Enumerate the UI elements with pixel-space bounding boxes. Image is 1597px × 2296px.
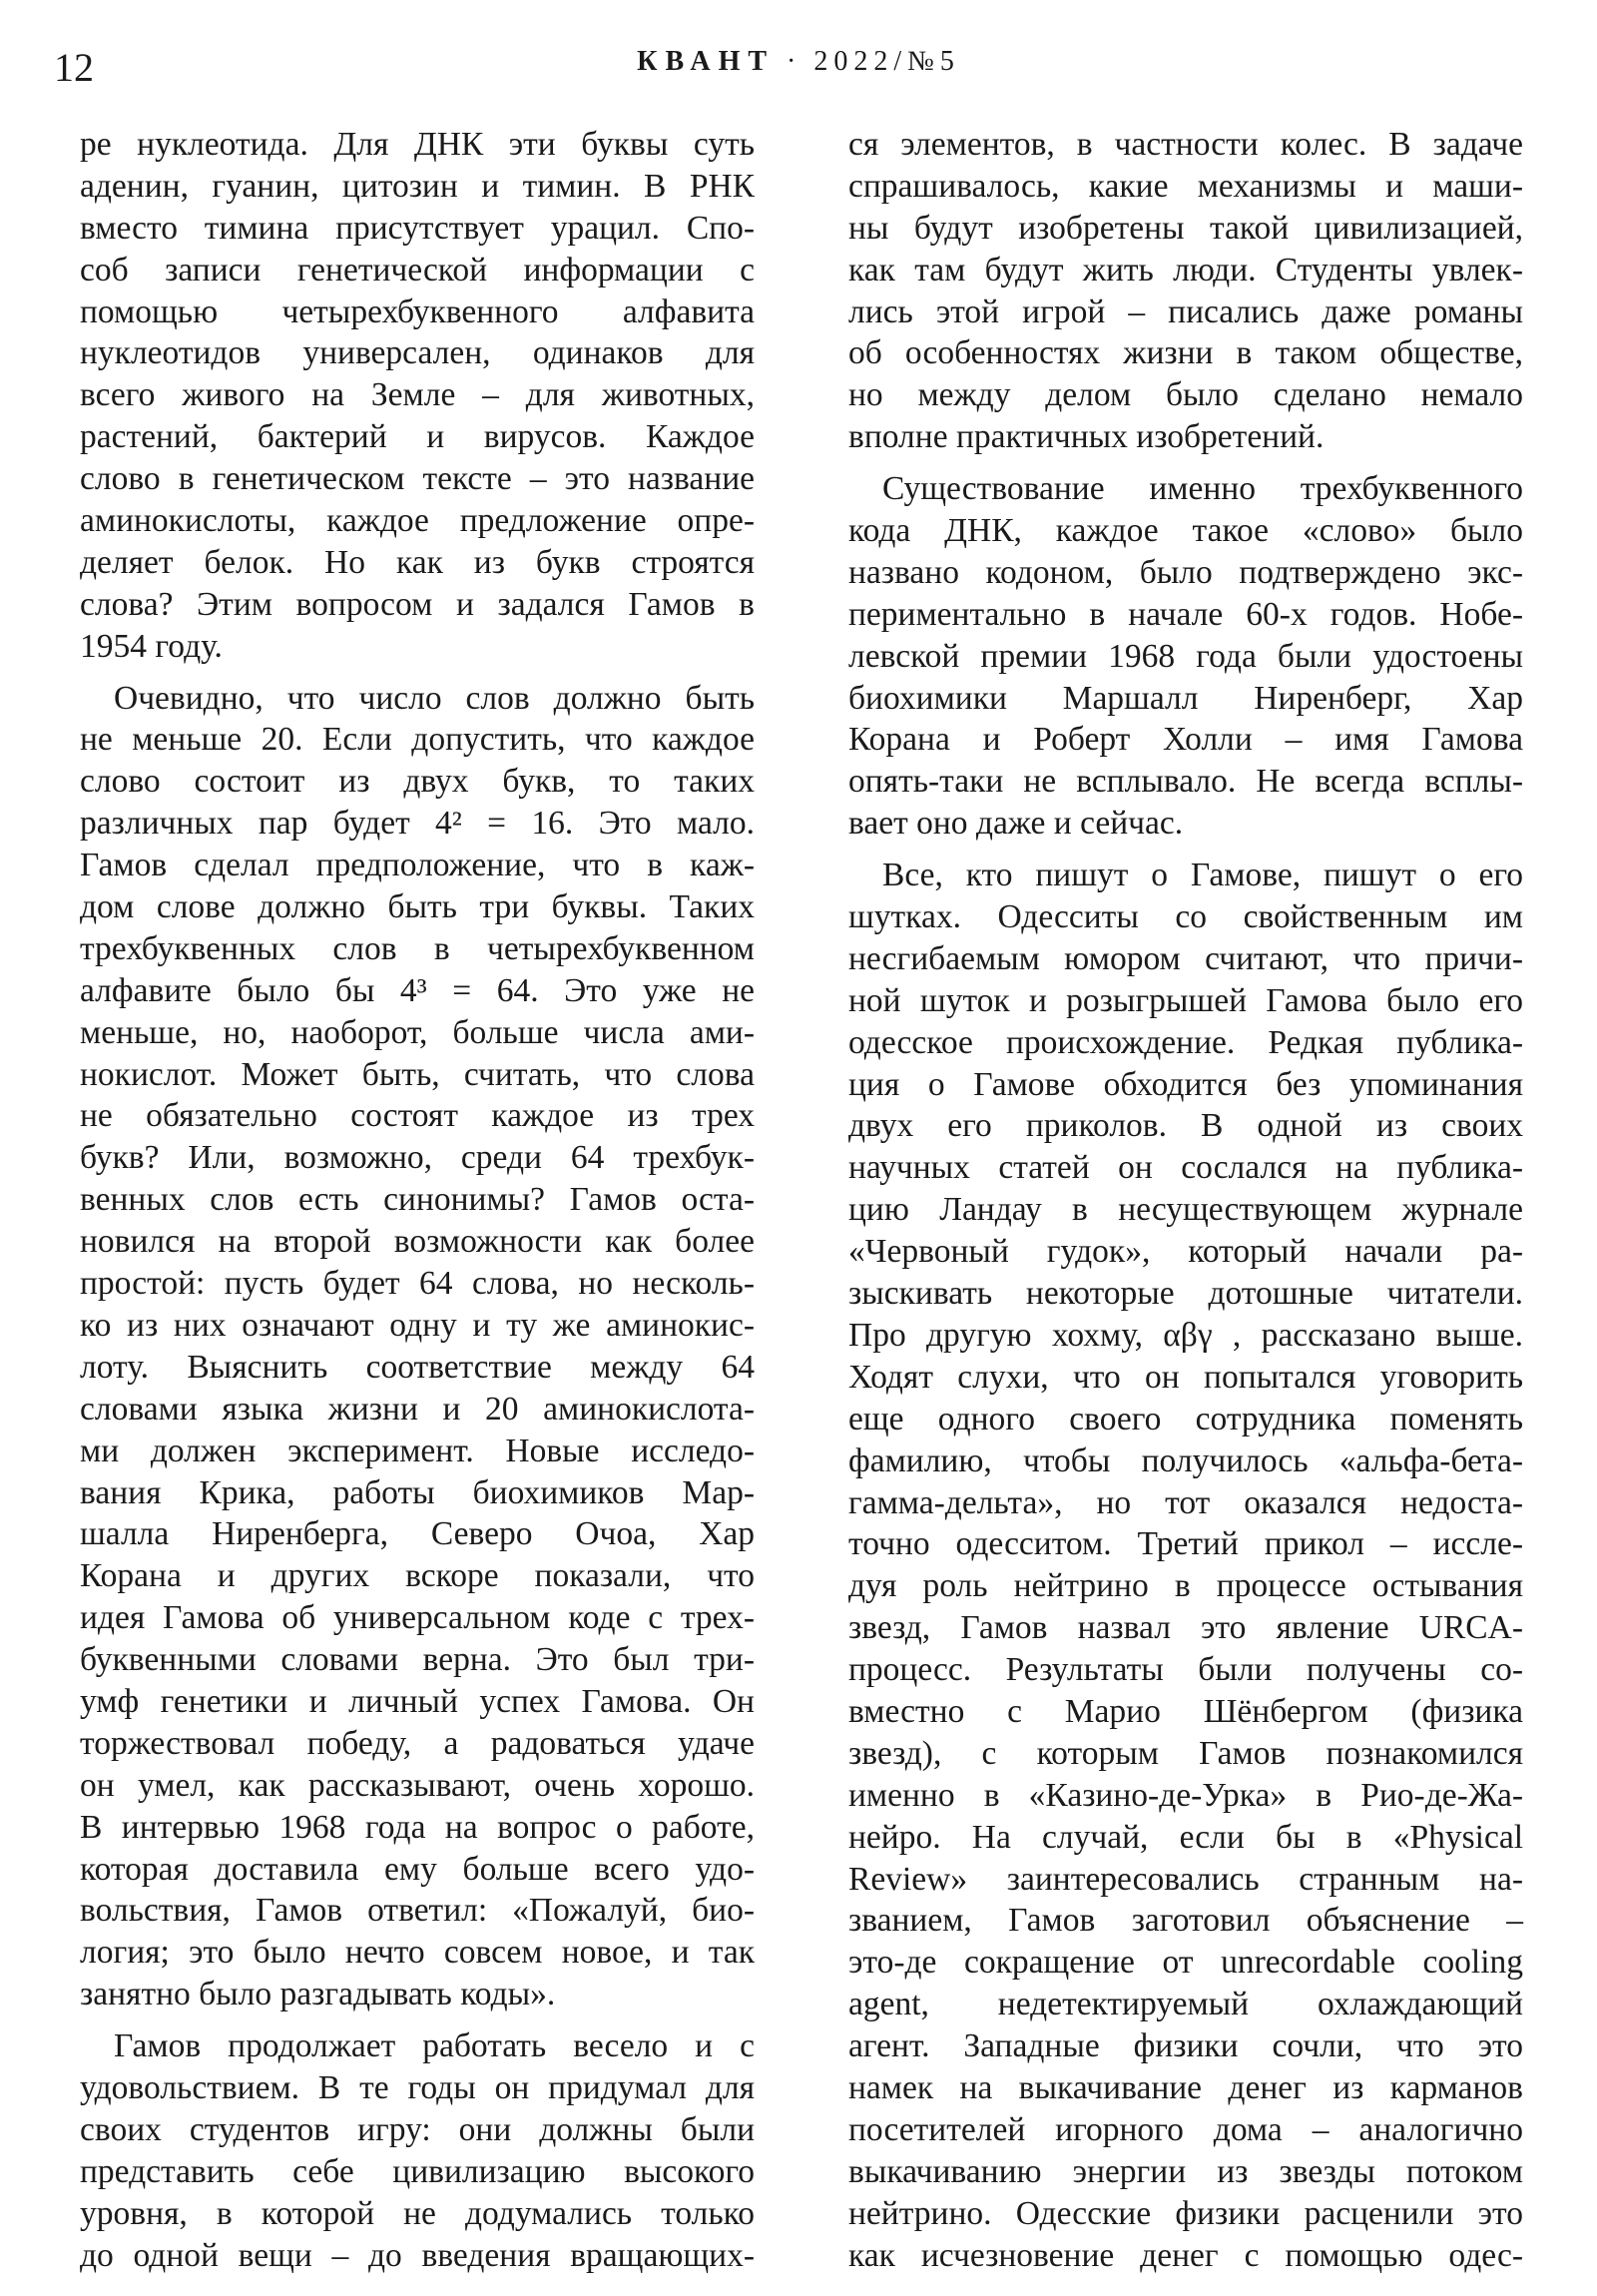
text-line: выкачиванию энергии из звезды потоком [848, 2152, 1523, 2190]
text-line: Очевидно, что число слов должно быть [114, 679, 755, 717]
right-column [848, 124, 1523, 2276]
text-line: он умел, как рассказывают, очень хорошо. [80, 1766, 755, 1804]
text-line: биохимики Маршалл Ниренберг, Хар [848, 679, 1523, 717]
text-line: занятно было разгадывать коды». [80, 1976, 556, 2013]
text-line: вает оно даже и сейчас. [848, 805, 1184, 843]
text-line: периментально в начале 60-х годов. Нобе- [848, 595, 1523, 633]
text-line: представить себе цивилизацию высокого [80, 2152, 755, 2190]
text-line: спрашивалось, какие механизмы и маши- [848, 167, 1523, 205]
text-line: звезд, Гамов назвал это явление URCA- [848, 1609, 1523, 1647]
text-line: Review» заинтересовались странным на- [848, 1860, 1523, 1898]
text-line: идея Гамова об универсальном коде с трех- [80, 1599, 755, 1637]
text-line: ны будут изобретены такой цивилизацией, [848, 209, 1523, 247]
magazine-title: КВАНТ [637, 46, 776, 77]
text-line: процесс. Результаты были получены со- [848, 1651, 1523, 1689]
text-line: различных пар будет 4² = 16. Это мало. [80, 805, 755, 843]
text-line: слова? Этим вопросом и задался Гамов в [80, 585, 755, 623]
text-line: нокислот. Может быть, считать, что слова [80, 1055, 755, 1093]
text-line: шалла Ниренберга, Северо Очоа, Хар [80, 1515, 755, 1553]
text-line: ция о Гамове обходится без упоминания [848, 1065, 1523, 1103]
text-line: вместо тимина присутствует урацил. Спо- [80, 209, 755, 247]
text-line: до одной вещи – до введения вращающих- [80, 2236, 755, 2274]
text-line: намек на выкачивание денег из карманов [848, 2068, 1523, 2106]
text-line: меньше, но, наоборот, больше числа ами- [80, 1013, 755, 1051]
text-line: вольствия, Гамов ответил: «Пожалуй, био- [80, 1892, 755, 1930]
text-line: простой: пусть будет 64 слова, но несколь- [80, 1265, 755, 1303]
text-line: точно одесситом. Третий прикол – иссле- [848, 1525, 1523, 1563]
text-line: лоту. Выяснить соответствие между 64 [80, 1348, 755, 1386]
text-line: ной шуток и розыгрышей Гамова было его [848, 981, 1523, 1019]
text-line: посетителей игорного дома – аналогично [848, 2110, 1523, 2148]
text-line: новился на второй возможности как более [80, 1223, 755, 1261]
text-line: звезд), с которым Гамов познакомился [848, 1734, 1523, 1772]
text-line: не обязательно состоят каждое из трех [80, 1097, 755, 1135]
text-line: словами языка жизни и 20 аминокислота- [80, 1390, 755, 1428]
text-line: нейро. На случай, если бы в «Physical [848, 1818, 1523, 1856]
text-line: как исчезновение денег с помощью одес- [848, 2236, 1523, 2274]
text-line: помощью четырехбуквенного алфавита [80, 292, 755, 330]
text-line: 1954 году. [80, 627, 223, 665]
text-line: несгибаемым юмором считают, что причи- [848, 939, 1523, 977]
text-line: умф генетики и личный успех Гамова. Он [80, 1682, 755, 1720]
text-line: ми должен эксперимент. Новые исследо- [80, 1432, 755, 1469]
text-line: цию Ландау в несуществующем журнале [848, 1191, 1523, 1229]
text-line: это-де сокращение от unrecordable cooling [848, 1944, 1523, 1982]
text-line: которая доставила ему больше всего удо- [80, 1850, 755, 1888]
text-line: названо кодоном, было подтверждено экс- [848, 553, 1523, 591]
text-line: званием, Гамов заготовил объяснение – [848, 1902, 1523, 1940]
text-line: опять-таки не всплывало. Не всегда всплы- [848, 763, 1523, 801]
text-line: торжествовал победу, а радоваться удаче [80, 1724, 755, 1762]
text-line: об особенностях жизни в таком обществе, [848, 334, 1523, 372]
text-line: Гамов сделал предположение, что в каж- [80, 847, 755, 884]
text-line: лись этой игрой – писались даже романы [848, 292, 1523, 330]
text-line: ко из них означают одну и ту же аминокис- [80, 1306, 755, 1344]
text-line: дом слове должно быть три буквы. Таких [80, 888, 755, 926]
text-line: двух его приколов. В одной из своих [848, 1107, 1523, 1145]
text-line: одесское происхождение. Редкая публика- [848, 1023, 1523, 1061]
text-line: Корана и других вскоре показали, что [80, 1557, 755, 1595]
text-line: букв? Или, возможно, среди 64 трехбук- [80, 1139, 755, 1177]
text-line: «Червоный гудок», который начали ра- [848, 1233, 1523, 1271]
text-line: трехбуквенных слов в четырехбуквенном [80, 929, 755, 967]
text-line: научных статей он сослался на публика- [848, 1149, 1523, 1187]
text-line: уровня, в которой не додумались только [80, 2194, 755, 2232]
text-line: Существование именно трехбуквенного [882, 470, 1523, 508]
text-line: слово в генетическом тексте – это название [80, 460, 755, 498]
text-line: еще одного своего сотрудника поменять [848, 1400, 1523, 1437]
text-line: вания Крика, работы биохимиков Мар- [80, 1473, 755, 1511]
text-line: кода ДНК, каждое такое «слово» было [848, 512, 1523, 550]
text-line: как там будут жить люди. Студенты увлек- [848, 251, 1523, 288]
text-line: растений, бактерий и вирусов. Каждое [80, 418, 755, 456]
text-line: нуклеотидов универсален, одинаков для [80, 334, 755, 372]
text-line: зыскивать некоторые дотошные читатели. [848, 1275, 1523, 1313]
text-line: гамма-дельта», но тот оказался недоста- [848, 1483, 1523, 1521]
text-line: дуя роль нейтрино в процессе остывания [848, 1567, 1523, 1605]
text-line: слово состоит из двух букв, то таких [80, 763, 755, 801]
text-line: логия; это было нечто совсем новое, и так [80, 1934, 755, 1972]
text-line: удовольствием. В те годы он придумал для [80, 2068, 755, 2106]
text-line: агент. Западные физики сочли, что это [848, 2027, 1523, 2065]
text-line: фамилию, чтобы получилось «альфа-бета- [848, 1441, 1523, 1479]
text-line: шутках. Одесситы со свойственным им [848, 898, 1523, 936]
text-line: не меньше 20. Если допустить, что каждое [80, 721, 755, 759]
text-line: вместно с Марио Шёнбергом (физика [848, 1692, 1523, 1730]
text-line: нейтрино. Одесские физики расценили это [848, 2194, 1523, 2232]
text-line: Корана и Роберт Холли – имя Гамова [848, 721, 1523, 759]
text-line: вполне практичных изобретений. [848, 418, 1325, 456]
text-line: Гамов продолжает работать весело и с [114, 2027, 755, 2065]
page-number: 12 [54, 45, 94, 90]
text-line: левской премии 1968 года были удостоены [848, 637, 1523, 675]
text-line: Ходят слухи, что он попытался уговорить [848, 1358, 1523, 1396]
text-line: Все, кто пишут о Гамове, пишут о его [882, 857, 1523, 894]
text-line: аденин, гуанин, цитозин и тимин. В РНК [80, 167, 755, 205]
text-line: Про другую хохму, αβγ , рассказано выше. [848, 1316, 1523, 1354]
running-head [0, 46, 1597, 78]
text-line: всего живого на Земле – для животных, [80, 376, 755, 414]
text-line: буквенными словами верна. Это был три- [80, 1641, 755, 1679]
text-line: венных слов есть синонимы? Гамов оста- [80, 1181, 755, 1219]
issue-number: 2022/№5 [813, 46, 960, 77]
text-line: своих студентов игру: они должны были [80, 2110, 755, 2148]
separator: · [787, 46, 802, 77]
text-line: деляет белок. Но как из букв строятся [80, 543, 755, 581]
text-line: но между делом было сделано немало [848, 376, 1523, 414]
text-line: ся элементов, в частности колес. В задаче [848, 126, 1523, 163]
text-line: В интервью 1968 года на вопрос о работе, [80, 1808, 755, 1846]
text-line: ре нуклеотида. Для ДНК эти буквы суть [80, 126, 755, 163]
left-column [80, 124, 755, 2276]
text-line: аминокислоты, каждое предложение опре- [80, 502, 755, 540]
text-line: алфавите было бы 4³ = 64. Это уже не [80, 971, 755, 1009]
text-line: agent, недетектируемый охлаждающий [848, 1986, 1523, 2023]
text-line: соб записи генетической информации с [80, 251, 755, 288]
text-line: именно в «Казино-де-Урка» в Рио-де-Жа- [848, 1776, 1523, 1814]
